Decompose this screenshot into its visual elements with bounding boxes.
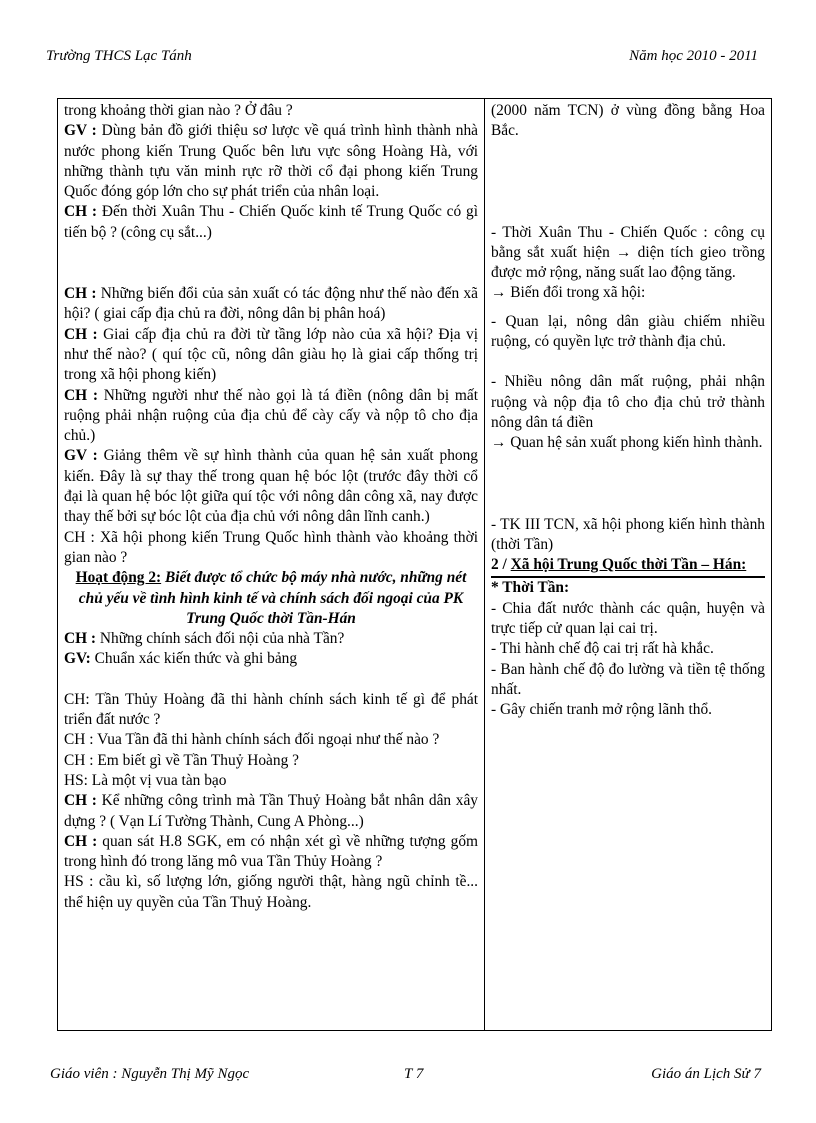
ch-text: Những người như thế nào gọi là tá điền (nông dân bị mất ruộng phải nhận ruộng của địa chủ để cày cấy và nộp tô cho địa chủ.) xyxy=(64,386,478,445)
right-r6: → Quan hệ sản xuất phong kiến hình thành. xyxy=(491,434,763,452)
lesson-table xyxy=(57,98,772,1031)
right-r8: * Thời Tần: xyxy=(491,579,570,597)
gv-text: Dùng bản đồ giới thiệu sơ lược về quá trình hình thành nhà nước phong kiến Trung Quốc bên lưu vực sông Hoàng Hà, với những thành tựu văn minh rực rỡ thời cổ đại phong kiến Trung Quốc đóng góp lớn cho sự phát triển của nhân loại. xyxy=(64,122,478,201)
ch-text: Đến thời Xuân Thu - Chiến Quốc kinh tế Trung Quốc có gì tiến bộ ? (công cụ sắt...) xyxy=(64,203,479,241)
spacer xyxy=(64,670,478,690)
ch-label: CH : xyxy=(64,203,98,221)
school-year: Năm học 2010 - 2011 xyxy=(629,48,758,64)
subject-name: Giáo án Lịch Sử 7 xyxy=(651,1066,761,1082)
ch-text: Kể những công trình mà Tần Thuỷ Hoàng bắt nhân dân xây dựng ? ( Vạn Lí Tường Thành, Cung A Phòng...) xyxy=(64,792,478,830)
gv-text: Giảng thêm về sự hình thành của quan hệ sản xuất phong kiến. Đây là sự thay thế trong quan hệ bóc lột (trước đây thời cổ đại là quan hệ bóc lột giữa quí tộc với nông dân công xã, nay được thay thế bởi sự bóc lột của địa chủ với nông dân lĩnh canh.) xyxy=(64,447,478,526)
ch-label: CH : xyxy=(64,386,98,404)
left-p16 xyxy=(64,832,478,873)
gv-text: Chuẩn xác kiến thức và ghi bảng xyxy=(90,650,298,668)
gv-label: GV : xyxy=(64,122,97,140)
gv-label: GV : xyxy=(64,447,98,465)
activity-label: Hoạt động 2: xyxy=(75,569,162,587)
right-r5: - Nhiều nông dân mất ruộng, phải nhận ruộng và nộp địa tô cho địa chủ trở thành nông dân tá điền xyxy=(491,373,765,431)
school-name: Trường THCS Lạc Tánh xyxy=(46,48,192,64)
teacher-name: Giáo viên : Nguyễn Thị Mỹ Ngọc xyxy=(50,1066,250,1082)
right-r12: - Gây chiến tranh mở rộng lãnh thổ. xyxy=(491,701,712,719)
activity-heading xyxy=(64,568,478,629)
right-r9: - Chia đất nước thành các quận, huyện và trực tiếp cử quan lại cai trị. xyxy=(491,599,765,638)
left-p12: CH : Vua Tần đã thi hành chính sách đối ngoại như thế nào ? xyxy=(64,731,440,749)
section-heading xyxy=(491,555,765,578)
ch-text: Giai cấp địa chủ ra đời từ tầng lớp nào của xã hội? Địa vị như thế nào? ( quí tộc cũ, nông dân giàu họ là giai cấp thống trị trong xã hội phong kiến) xyxy=(64,325,478,384)
spacer xyxy=(491,304,765,312)
left-p11: CH: Tần Thủy Hoàng đã thi hành chính sách kinh tế gì để phát triển đất nước ? xyxy=(64,690,478,729)
spacer xyxy=(64,243,478,284)
right-r7: - TK III TCN, xã hội phong kiến hình thành (thời Tần) xyxy=(491,515,765,553)
ch-label: CH : xyxy=(64,630,97,648)
left-p8: CH : Xã hội phong kiến Trung Quốc hình thành vào khoảng thời gian nào ? xyxy=(64,528,478,566)
right-column xyxy=(485,99,772,1031)
ch-text: Những biến đổi của sản xuất có tác động như thế nào đến xã hội? ( giai cấp địa chủ ra đời, nông dân bị phân hoá) xyxy=(64,285,478,323)
ch-text: quan sát H.8 SGK, em có nhận xét gì về những tượng gốm trong hình đó trong lăng mô vua Tần Thủy Hoàng ? xyxy=(64,832,478,871)
left-p2 xyxy=(64,121,478,202)
right-r2: - Thời Xuân Thu - Chiến Quốc : công cụ bằng sắt xuất hiện → diện tích gieo trồng được mở rộng, năng suất lao động tăng. xyxy=(491,223,765,282)
gv-label: GV: xyxy=(64,650,91,668)
ch-label: CH : xyxy=(64,832,98,850)
spacer xyxy=(491,142,765,223)
activity-text: Biết được tổ chức bộ máy nhà nước, những nét chủ yếu về tình hình kinh tế và chính sách đối ngoại của PK Trung Quốc thời Tần-Hán xyxy=(78,569,467,627)
section-title: Xã hội Trung Quốc thời Tần – Hán: xyxy=(510,556,747,574)
right-r11: - Ban hành chế độ đo lường và tiền tệ thống nhất. xyxy=(491,660,765,698)
left-p1: trong khoảng thời gian nào ? Ở đâu ? xyxy=(64,102,293,119)
right-r1: (2000 năm TCN) ở vùng đồng bằng Hoa Bắc. xyxy=(491,102,765,140)
right-r10: - Thi hành chế độ cai trị rất hà khắc. xyxy=(491,640,714,658)
section-number: 2 / xyxy=(491,556,511,574)
ch-text: Những chính sách đối nội của nhà Tần? xyxy=(96,630,345,648)
right-r4: - Quan lại, nông dân giàu chiếm nhiều ruộng, có quyền lực trở thành địa chủ. xyxy=(491,312,765,351)
ch-label: CH : xyxy=(64,325,98,343)
left-p10 xyxy=(64,649,478,669)
left-p13: CH : Em biết gì về Tần Thuỷ Hoàng ? xyxy=(64,751,299,769)
left-p3 xyxy=(64,202,478,243)
page-number: T 7 xyxy=(404,1066,424,1082)
ch-label: CH : xyxy=(64,285,97,303)
ch-label: CH : xyxy=(64,792,97,810)
spacer xyxy=(491,454,765,515)
left-p4 xyxy=(64,284,478,325)
left-p9 xyxy=(64,629,478,649)
left-p15 xyxy=(64,791,478,832)
left-column xyxy=(58,99,485,1031)
spacer xyxy=(491,352,765,372)
left-p7 xyxy=(64,446,478,527)
left-p14: HS: Là một vị vua tàn bạo xyxy=(64,771,227,789)
left-p6 xyxy=(64,386,478,447)
left-p17: HS : cầu kì, số lượng lớn, giống người thật, hàng ngũ chỉnh tề... thể hiện uy quyền của Tần Thuỷ Hoàng. xyxy=(64,873,478,911)
left-p5 xyxy=(64,325,478,386)
right-r3: → Biến đổi trong xã hội: xyxy=(491,284,646,302)
